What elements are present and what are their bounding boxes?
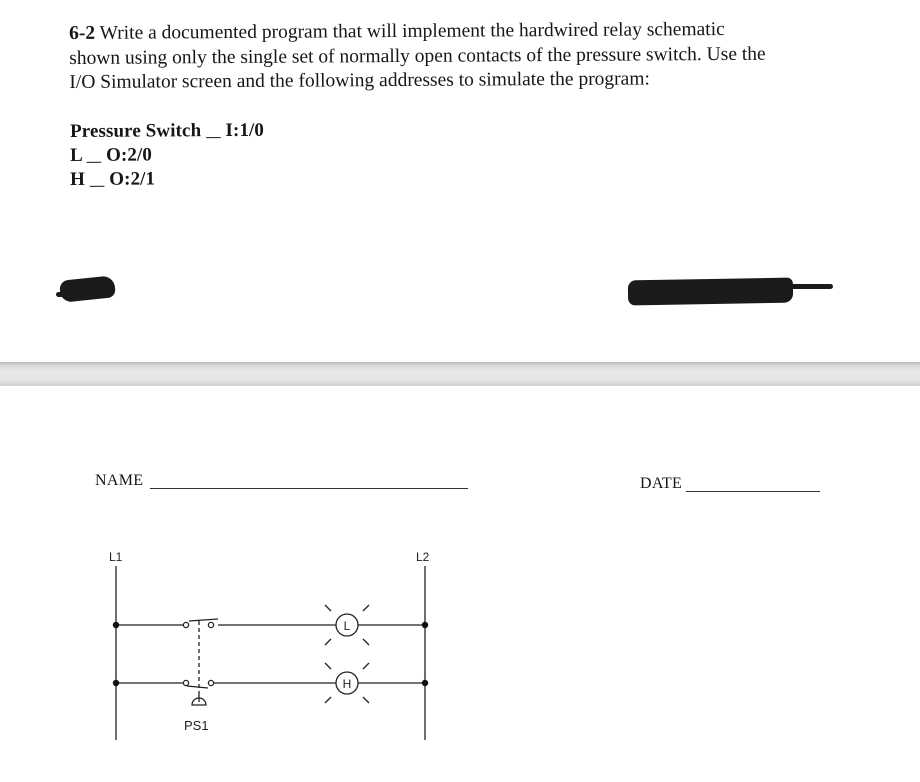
rail-l2-label: L2 [416,550,430,564]
date-label: DATE [640,475,683,492]
switch-ps1-label: PS1 [184,718,209,733]
junction-dot [113,622,119,628]
junction-dot [422,622,428,628]
address-value: I:1/0 [225,119,265,142]
problem-line-2: shown using only the single set of normally open contacts of the pressure switch. Use the [69,43,766,69]
address-name: L [70,144,82,166]
rail-l1-label: L1 [109,550,123,564]
pressure-diaphragm-symbol [192,694,206,705]
junction-dot [422,680,428,686]
name-label: NAME [95,472,144,489]
lamp-l-label: L [343,619,351,633]
address-value: O:2/0 [106,144,153,166]
address-value: O:2/1 [109,168,156,190]
address-name: H [70,168,86,190]
pressure-switch-no-contact [183,619,218,628]
problem-number: 6-2 [69,22,96,44]
lamp-h-label: H [342,677,352,691]
address-name: Pressure Switch [70,120,202,142]
junction-dot [113,680,119,686]
problem-line-1: Write a documented program that will implement the hardwired relay schematic [99,18,725,44]
problem-line-3: I/O Simulator screen and the following addresses to simulate the program: [69,68,650,93]
